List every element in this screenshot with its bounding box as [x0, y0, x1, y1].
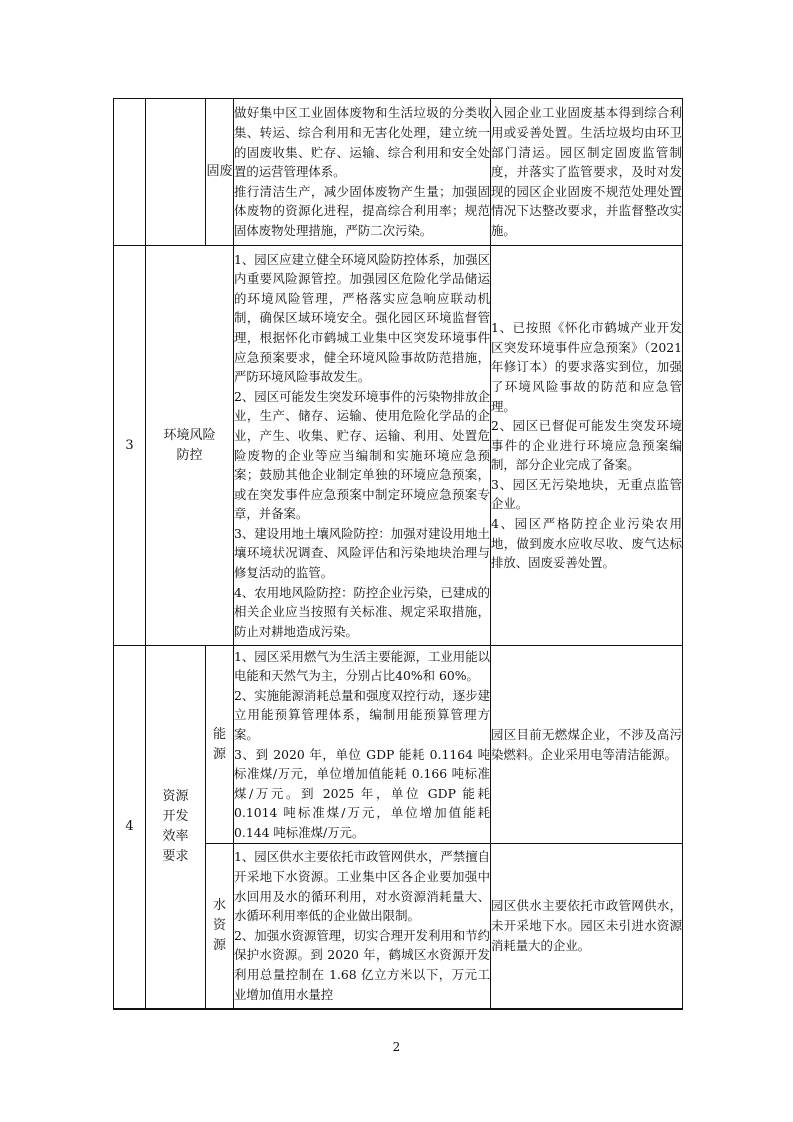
subcategory-label [206, 844, 234, 1009]
subcategory-text: 水资源 [212, 897, 226, 953]
requirement-text: 推行清洁生产，减少固体废物产生量；加强固体废物的资源化进程，提高综合利用率；规范固体废物处理措施，严防二次污染。 [234, 183, 490, 238]
row-number: 4 [114, 646, 146, 1009]
requirement-cell [234, 246, 491, 646]
requirement-text: 2、加强水资源管理，切实合理开发利用和节约保护水资源。到 2020 年，鹤城区水资源开发利用总量控制在 1.68 亿立方米以下，万元工业增加值用水量控 [234, 927, 490, 1002]
category-label [146, 246, 234, 646]
category-text: 环境风险防控 [163, 427, 216, 463]
requirement-cell [234, 646, 491, 844]
subcategory-text: 能源 [212, 726, 226, 762]
row-number: 3 [114, 246, 146, 646]
page-number: 2 [392, 1040, 401, 1054]
requirement-text: 做好集中区工业固体废物和生活垃圾的分类收集、转运、综合利用和无害化处理，建立统一的固废收集、贮存、运输、综合利用和安全处置的运营管理体系。 [234, 105, 490, 180]
status-text: 3、园区无污染地块，无重点监管企业。 [491, 476, 682, 512]
requirement-cell [234, 99, 491, 246]
requirements-table [113, 98, 683, 1010]
requirement-text: 2、园区可能发生突发环境事件的污染物排放企业，生产、储存、运输、使用危险化学品的企业，产生、收集、贮存、运输、利用、处置危险废物的企业等应当编制和实施环境应急预案；鼓励其他企业制定单独的环境应急预案，或在突发事件应急预案中制定环境应急预案专章，并备案。 [234, 388, 490, 522]
requirement-cell [234, 844, 491, 1009]
requirement-text: 3、建设用地土壤风险防控：加强对建设用地土壤环境状况调查、风险评估和污染地块治理与修复活动的监管。 [234, 525, 490, 581]
status-text: 园区供水主要依托市政管网供水，未开采地下水。园区未引进水资源消耗量大的企业。 [491, 898, 682, 953]
subcategory-label [206, 646, 234, 844]
status-text: 2、园区已督促可能发生突发环境事件的企业进行环境应急预案编制，部分企业完成了备案。 [491, 418, 682, 473]
requirement-text: 2、实施能源消耗总量和强度双控行动，逐步建立用能预算管理体系，编制用能预算管理方案。 [234, 687, 490, 742]
status-text: 1、已按照《怀化市鹤城产业开发区突发环境事件应急预案》（2021年修订本）的要求落实到位，加强了环境风险事故的防范和应急管理。 [491, 320, 682, 414]
status-cell [491, 99, 683, 246]
row-number-cell [114, 99, 146, 246]
status-cell [491, 246, 683, 646]
requirement-text: 1、园区采用燃气为生活主要能源，工业用能以电能和天然气为主，分别占比40%和 60%。 [234, 648, 490, 684]
status-text: 园区目前无燃煤企业，不涉及高污染燃料。企业采用电等清洁能源。 [491, 726, 682, 762]
requirement-text: 3、到 2020 年，单位 GDP 能耗 0.1164 吨标准煤/万元，单位增加值能耗 0.166 吨标准煤/万元。到 2025 年，单位 GDP 能耗 0.1014 吨标准煤/万元，单位增加值能耗 0.144 吨标准煤/万元。 [234, 746, 490, 840]
category-cell [146, 99, 206, 246]
requirement-text: 1、园区应建立健全环境风险防控体系，加强区内重要风险源管控。加强园区危险化学品储运的环境风险管理，严格落实应急响应联动机制，确保区域环境安全。强化园区环境监督管理，根据怀化市鹤城工业集中区突发环境事件应急预案要求，健全环境风险事故防范措施，严防环境风险事故发生。 [234, 251, 490, 385]
table-row-solid-waste [114, 99, 683, 246]
subcategory-cell [206, 99, 234, 246]
status-text: 入园企业工业固废基本得到综合利用或妥善处置。生活垃圾均由环卫部门清运。园区制定固废监管制度，并落实了监管要求，及时对发现的园区企业固废不规范处理处置情况下达整改要求，并监督整改实施。 [491, 105, 682, 238]
category-label [146, 646, 206, 1009]
table-row-risk [114, 246, 683, 646]
table-row-energy [114, 646, 683, 844]
subcategory-text: 固废 [206, 164, 233, 179]
category-text: 资源开发效率要求 [162, 788, 189, 864]
status-cell [491, 844, 683, 1009]
status-text: 4、园区严格防控企业污染农用地，做到废水应收尽收、废气达标排放、固废妥善处置。 [491, 516, 682, 571]
status-cell [491, 646, 683, 844]
requirement-text: 1、园区供水主要依托市政管网供水，严禁擅自开采地下水资源。工业集中区各企业要加强中水回用及水的循环利用，对水资源消耗量大、水循环利用率低的企业做出限制。 [234, 849, 490, 924]
requirement-text: 4、农用地风险防控：防控企业污染，已建成的相关企业应当按照有关标准、规定采取措施，防止对耕地造成污染。 [234, 584, 490, 639]
